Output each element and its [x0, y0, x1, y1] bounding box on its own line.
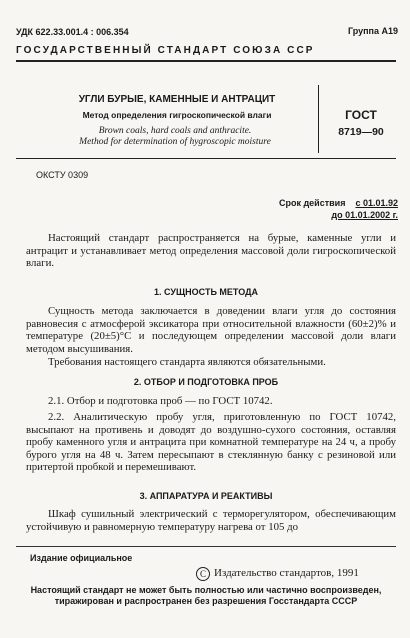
section-heading-3: 3. АППАРАТУРА И РЕАКТИВЫ — [139, 491, 273, 501]
reproduction-notice-line-1: Настоящий стандарт не может быть полностью или частично воспроизведен, — [30, 585, 382, 595]
gost-label: ГОСТ — [345, 108, 377, 122]
title-bottom-rule — [16, 158, 396, 159]
official-edition-label: Издание официальное — [30, 553, 133, 563]
section-1-paragraph-2 — [26, 356, 396, 369]
state-standard-heading: ГОСУДАРСТВЕННЫЙ СТАНДАРТ СОЮЗА ССР — [16, 45, 315, 56]
section-1-paragraph-1 — [26, 305, 396, 355]
validity-to: до 01.01.2002 г. — [331, 210, 398, 220]
section-2-paragraph-1 — [26, 395, 396, 408]
section-2-paragraph-2-text: 2.2. Аналитическую пробу угля, приготовленную по ГОСТ 10742, высыпают на противень и доводят до воздушно-сухого состояния, оставляя пробу каменного угля и антрацита при комнатной температуре на 24 ч, а пробу бурого угля на 48 ч. Затем пересыпают в стеклянную банку с резиновой или притертой пробкой и перемешивают. — [26, 411, 396, 474]
section-heading-1: 1. СУЩНОСТЬ МЕТОДА — [154, 287, 258, 297]
validity-from: с 01.01.92 — [355, 198, 398, 208]
section-2-paragraph-2 — [26, 411, 396, 474]
document-subtitle: Метод определения гигроскопической влаги — [82, 110, 272, 120]
validity-label: Срок действия — [278, 198, 346, 208]
document-title: УГЛИ БУРЫЕ, КАМЕННЫЕ И АНТРАЦИТ — [78, 94, 276, 105]
section-2-paragraph-1-text: 2.1. Отбор и подготовка проб — по ГОСТ 10742. — [48, 395, 273, 407]
copyright-text: Издательство стандартов, 1991 — [214, 567, 359, 579]
copyright-line — [196, 567, 359, 581]
reproduction-notice — [16, 585, 396, 607]
footer-rule — [16, 546, 396, 547]
copyright-icon: С — [196, 567, 210, 581]
intro-text: Настоящий стандарт распространяется на бурые, каменные угли и антрацит и устанавливает метод определения массовой доли гигроскопической влаги. — [26, 232, 396, 270]
udk-code: УДК 622.33.001.4 : 006.354 — [16, 27, 129, 37]
section-3-paragraph-1-text: Шкаф сушильный электрический с терморегулятором, обеспечивающим устойчивую и равномерную температуру нагрева от 105 до — [26, 508, 396, 533]
title-english-line-2: Method for determination of hygroscopic moisture — [79, 137, 271, 147]
gost-number: 8719—90 — [338, 126, 384, 138]
title-english-line-1: Brown coals, hard coals and anthracite. — [98, 126, 252, 136]
header-rule — [16, 60, 396, 62]
validity-period — [218, 197, 398, 221]
section-3-paragraph-1 — [26, 508, 396, 533]
section-1-paragraph-2-text: Требования настоящего стандарта являются обязательными. — [48, 356, 326, 368]
intro-paragraph — [26, 232, 396, 270]
title-divider — [318, 85, 319, 153]
okstu-code: ОКСТУ 0309 — [36, 170, 89, 180]
section-heading-2: 2. ОТБОР И ПОДГОТОВКА ПРОБ — [133, 377, 279, 387]
group-code: Группа А19 — [347, 26, 398, 36]
section-1-paragraph-1-text: Сущность метода заключается в доведении влаги угля до состояния равновесия с атмосферой эксикатора при относительной влажности (60±2)% и температуре (20±5)°С и последующем определении массовой доли влаги методом высушивания. — [26, 305, 396, 355]
reproduction-notice-line-2: тиражирован и распространен без разрешения Госстандарта СССР — [54, 596, 358, 606]
